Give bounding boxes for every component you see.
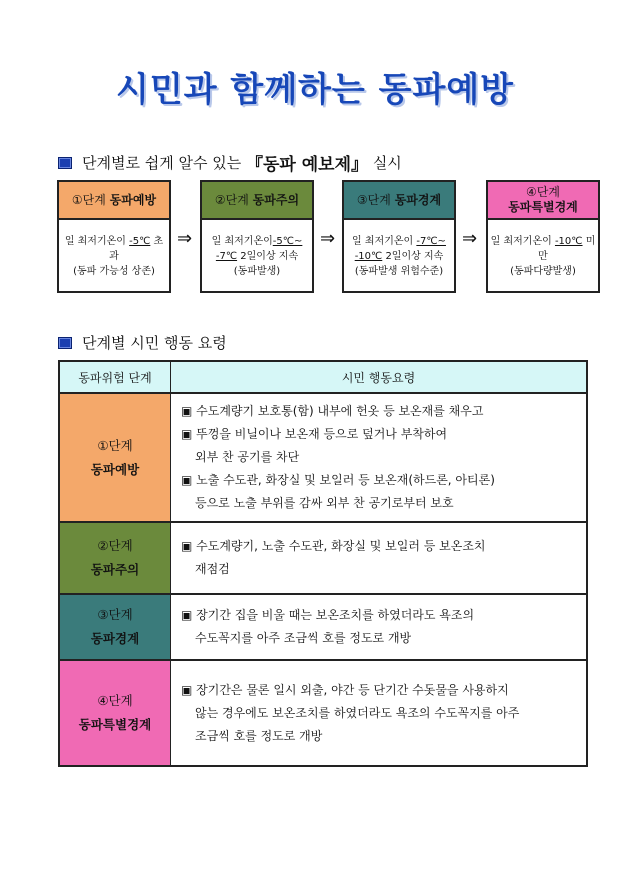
stage-header [344, 182, 454, 220]
arrow-icon: ⇒ [462, 228, 478, 249]
section-heading-suffix: 실시 [372, 154, 402, 172]
action-line: ▣ 수도계량기, 노출 수도관, 화장실 및 보일러 등 보온조치 [181, 539, 486, 553]
stage-name: 동파예방 [109, 192, 157, 207]
stage-threshold: -10℃ [554, 236, 583, 247]
action-line: ▣ 장기간은 물론 일시 외출, 야간 등 단기간 수돗물을 사용하지 [181, 682, 509, 697]
stage-threshold: -7℃~ [416, 236, 446, 247]
section-heading-forecast [58, 150, 402, 175]
stage-condition-suffix: 미만 [538, 236, 596, 262]
stage-duration: 2일이상 지속 [382, 251, 444, 262]
stage-condition-suffix: 초과 [109, 236, 164, 262]
action-line: 조금씩 호를 정도로 개방 [195, 728, 323, 743]
action-line: 않는 경우에도 보온조치를 하였더라도 욕조의 수도꼭지를 아주 [195, 705, 520, 720]
stage-header [202, 182, 312, 220]
arrow-icon: ⇒ [177, 228, 193, 249]
section-heading-prefix: 단계별로 쉽게 알수 있는 [82, 154, 242, 172]
stage-number: ③단계 [97, 607, 133, 622]
stage-number: ③단계 [356, 192, 391, 207]
stage-note: (동파 가능성 상존) [73, 266, 155, 277]
stage-cell [59, 660, 171, 766]
stage-name: 동파예방 [90, 461, 140, 477]
action-line: ▣ 노출 수도관, 화장실 및 보일러 등 보온재(하드론, 아티론) [181, 473, 495, 487]
stage-box-2 [200, 180, 314, 293]
table-header-action: 시민 행동요령 [171, 361, 588, 393]
action-line: 외부 찬 공기를 차단 [195, 450, 300, 464]
stage-name: 동파주의 [252, 192, 300, 207]
stage-number: ④단계 [526, 185, 560, 199]
table-header-stage: 동파위험 단계 [59, 361, 171, 393]
arrow-icon: ⇒ [320, 228, 336, 249]
stage-condition-text: 일 최저기온이 [490, 236, 555, 247]
stage-threshold: -5℃ [129, 236, 151, 247]
stage-body [344, 220, 454, 293]
action-cell [171, 594, 588, 660]
square-bullet-icon [58, 337, 72, 349]
stage-box-1 [57, 180, 171, 293]
stage-condition-text: 일 최저기온이 [211, 236, 273, 247]
stage-number: ①단계 [71, 192, 106, 207]
table-row [59, 594, 587, 660]
stage-body [488, 220, 598, 293]
stage-note: (동파다량발생) [510, 266, 576, 277]
stage-header [59, 182, 169, 220]
stage-duration: 2일이상 지속 [237, 251, 299, 262]
action-line: ▣ 장기간 집을 비울 때는 보온조치를 하였더라도 욕조의 [181, 608, 475, 622]
stage-name: 동파경계 [90, 631, 140, 646]
action-cell [171, 660, 588, 766]
stage-condition-text: 일 최저기온이 [352, 236, 417, 247]
table-row [59, 522, 587, 594]
action-line: ▣ 수도계량기 보호통(함) 내부에 헌옷 등 보온재를 채우고 [181, 404, 484, 418]
stage-body [202, 220, 312, 293]
stage-threshold: -5℃~ [272, 236, 303, 247]
section-heading-emphasis: 『동파 예보제』 [246, 155, 369, 175]
stage-name: 동파주의 [90, 562, 140, 577]
section-heading-text: 단계별 시민 행동 요령 [82, 334, 227, 352]
stage-cell [59, 393, 171, 522]
stage-cell [59, 522, 171, 594]
page-title: 시민과 함께하는 동파예방 [116, 70, 514, 110]
stage-name: 동파특별경계 [508, 200, 578, 214]
action-table [58, 360, 588, 767]
action-cell [171, 522, 588, 594]
stage-number: ①단계 [97, 437, 133, 453]
stage-number: ④단계 [97, 693, 133, 708]
stage-name: 동파특별경계 [78, 717, 152, 732]
stage-name: 동파경계 [394, 192, 442, 207]
square-bullet-icon [58, 157, 72, 169]
stage-number: ②단계 [214, 192, 249, 207]
stage-cell [59, 594, 171, 660]
stage-threshold-low: -7℃ [215, 251, 238, 262]
section-heading-actions [58, 332, 227, 353]
action-line: 수도꼭지를 아주 조금씩 호를 정도로 개방 [195, 631, 412, 645]
stage-note: (동파발생 위험수준) [354, 266, 444, 277]
stage-body [59, 220, 169, 293]
action-line: 재점검 [195, 562, 230, 576]
stage-condition-text: 일 최저기온이 [64, 236, 130, 247]
action-line: ▣ 뚜껑을 비닐이나 보온재 등으로 덮거나 부착하여 [181, 427, 448, 441]
stage-number: ②단계 [97, 538, 133, 553]
stage-box-4 [486, 180, 600, 293]
stage-threshold-low: -10℃ [354, 251, 383, 262]
stage-note: (동파발생) [233, 266, 281, 277]
table-row [59, 660, 587, 766]
action-line: 등으로 노출 부위를 감싸 외부 찬 공기로부터 보호 [195, 496, 454, 510]
stage-box-3 [342, 180, 456, 293]
table-header-row [59, 361, 587, 393]
action-cell [171, 393, 588, 522]
table-row [59, 393, 587, 522]
stage-header [488, 182, 598, 220]
